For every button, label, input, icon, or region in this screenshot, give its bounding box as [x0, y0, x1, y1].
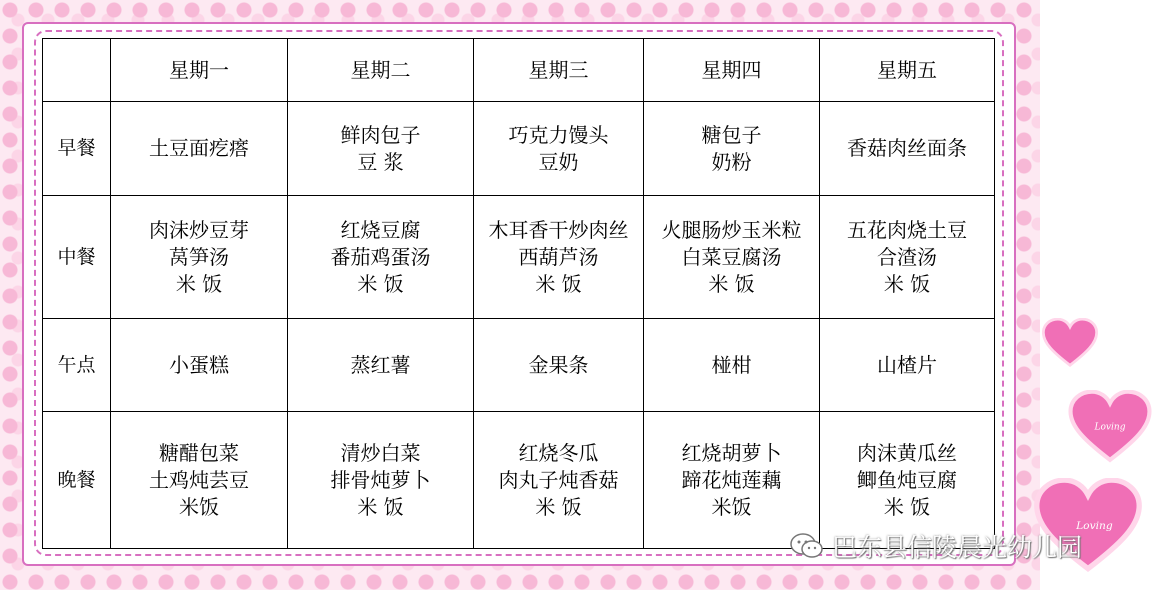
menu-cell — [288, 412, 474, 549]
dish: 红烧豆腐 — [340, 217, 421, 242]
menu-cell — [820, 102, 995, 196]
dish: 五花肉烧土豆 — [847, 217, 967, 242]
dish: 蹄花炖莲藕 — [681, 467, 782, 492]
dish: 米 饭 — [175, 271, 223, 296]
heart-label: Loving — [1076, 519, 1113, 533]
menu-cell — [288, 102, 474, 196]
dish: 椪柑 — [711, 352, 752, 377]
menu-cell — [474, 319, 644, 412]
dish: 白菜豆腐汤 — [681, 244, 782, 269]
wechat-icon — [790, 532, 824, 560]
watermark-text: 巴东县信陵晨光幼儿园 — [832, 533, 1083, 562]
dish: 清炒白菜 — [340, 440, 421, 465]
meal-row-lunch — [43, 196, 995, 319]
meal-row-breakfast — [43, 102, 995, 196]
dish: 合渣汤 — [877, 244, 937, 269]
menu-cell — [644, 319, 820, 412]
dish: 火腿肠炒玉米粒 — [661, 217, 802, 242]
dish: 红烧冬瓜 — [518, 440, 599, 465]
meal-label: 中餐 — [43, 196, 111, 319]
day-header: 星期一 — [111, 39, 288, 102]
dish: 山楂片 — [877, 352, 937, 377]
dish: 米饭 — [711, 494, 752, 519]
menu-cell — [474, 412, 644, 549]
dish: 金果条 — [528, 352, 589, 377]
menu-cell — [288, 319, 474, 412]
dish: 豆 浆 — [357, 149, 404, 174]
day-header: 星期二 — [288, 39, 474, 102]
day-header: 星期五 — [820, 39, 995, 102]
dish: 米 饭 — [883, 494, 931, 519]
dish: 蒸红薯 — [350, 352, 411, 377]
meal-label: 午点 — [43, 319, 111, 412]
heart-icon — [1068, 390, 1152, 464]
weekly-menu-table — [42, 38, 995, 549]
dish: 米 饭 — [535, 494, 582, 519]
dish: 排骨炖萝卜 — [330, 467, 431, 492]
menu-cell — [111, 319, 288, 412]
menu-cell — [474, 196, 644, 319]
dish: 木耳香干炒肉丝 — [488, 217, 629, 242]
dish: 西葫芦汤 — [518, 244, 599, 269]
menu-cell — [111, 102, 288, 196]
dish: 米 饭 — [883, 271, 931, 296]
dish: 豆奶 — [538, 149, 579, 174]
dish: 香菇肉丝面条 — [847, 136, 967, 160]
dish: 米饭 — [179, 494, 219, 519]
meal-label: 早餐 — [43, 102, 111, 196]
day-header: 星期四 — [644, 39, 820, 102]
dish: 糖包子 — [701, 122, 762, 147]
dish: 鲫鱼炖豆腐 — [857, 467, 957, 492]
watermark — [790, 528, 1082, 564]
heart-label: Loving — [1094, 422, 1126, 433]
dish: 红烧胡萝卜 — [681, 440, 782, 465]
menu-cell — [111, 412, 288, 549]
dish: 肉丸子炖香菇 — [498, 467, 619, 492]
dish: 米 饭 — [535, 271, 582, 296]
menu-cell — [111, 196, 288, 319]
dish: 糖醋包菜 — [159, 440, 239, 465]
dish: 米 饭 — [357, 271, 404, 296]
dish: 土豆面疙瘩 — [149, 136, 249, 160]
menu-cell — [820, 196, 995, 319]
menu-cell — [644, 102, 820, 196]
dish: 米 饭 — [357, 494, 404, 519]
menu-cell — [644, 196, 820, 319]
menu-cell — [288, 196, 474, 319]
dish: 莴笋汤 — [169, 244, 229, 269]
dish: 巧克力馒头 — [508, 122, 609, 147]
corner-cell — [43, 39, 111, 102]
day-header: 星期三 — [474, 39, 644, 102]
dish: 肉沫炒豆芽 — [149, 217, 249, 242]
dish: 鲜肉包子 — [340, 122, 421, 147]
dish: 小蛋糕 — [169, 352, 229, 377]
header-row — [43, 39, 995, 102]
dish: 土鸡炖芸豆 — [149, 467, 249, 492]
dish: 米 饭 — [708, 271, 755, 296]
dish: 肉沫黄瓜丝 — [857, 440, 957, 465]
menu-cell — [820, 319, 995, 412]
menu-cell — [474, 102, 644, 196]
dish: 奶粉 — [711, 149, 752, 174]
meal-label: 晚餐 — [43, 412, 111, 549]
meal-row-snack — [43, 319, 995, 412]
dish: 番茄鸡蛋汤 — [330, 244, 431, 269]
heart-icon — [1042, 318, 1098, 368]
